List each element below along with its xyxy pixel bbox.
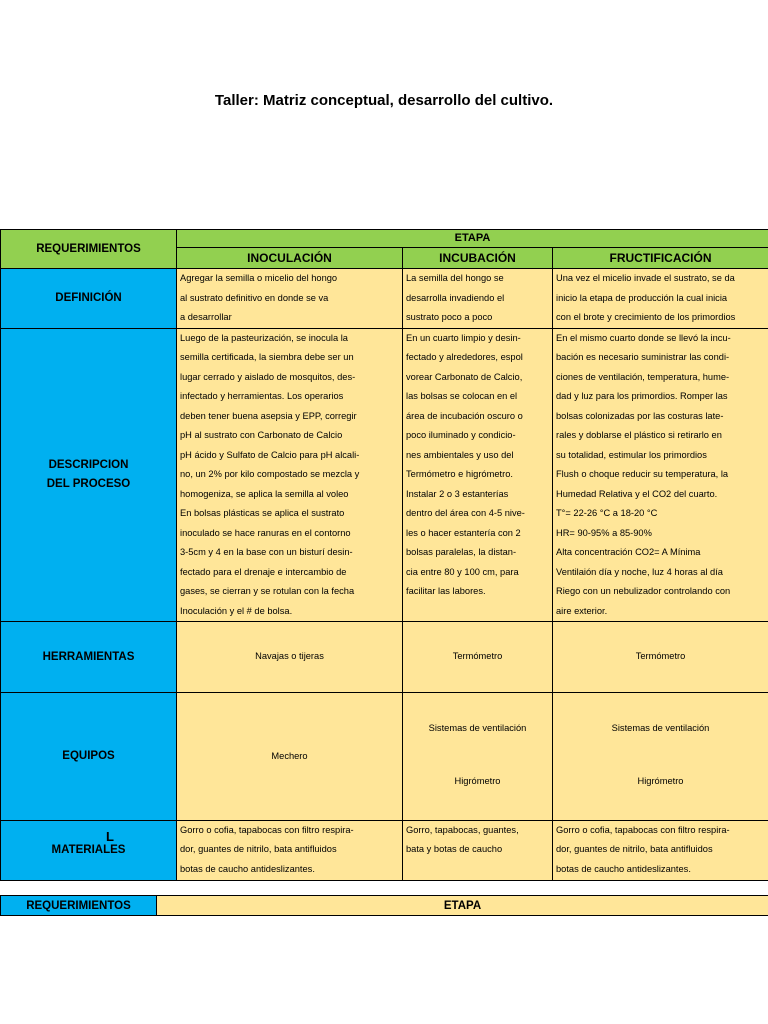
definicion-incubacion: La semilla del hongo se desarrolla invadiendo el sustrato poco a poco	[403, 269, 553, 329]
header-etapa: ETAPA	[177, 230, 768, 248]
table-row	[1, 328, 768, 622]
herramientas-incubacion: Termómetro	[403, 622, 553, 693]
descripcion-fructificacion: En el mismo cuarto donde se llevó la incu- bación es necesario suministrar las condi- ciones de ventilación, temperatura, hume- dad y luz para los primordios. Romper las bolsas colonizadas por las costuras late- rales y doblarse el plástico si retirarlo en su totalidad, estimular los primordios Flush o choque reducir su temperatura, la Humedad Relativa y el CO2 del cuarto. T°= 22-26 °C a 18-20 °C HR= 90-95% a 85-90% Alta concentración CO2= A Mínima Ventilaión día y noche, luz 4 horas al día Riego con un nebulizador controlando con aire exterior.	[553, 328, 768, 622]
stage-inoculacion: INOCULACIÓN	[177, 248, 403, 269]
equipos-incubacion-item: Higrómetro	[454, 776, 501, 786]
table-row	[1, 622, 768, 693]
table-row	[1, 820, 768, 880]
stray-letter: L	[106, 829, 114, 844]
page-title: Taller: Matriz conceptual, desarrollo del cultivo.	[214, 92, 554, 109]
stage-fructificacion: FRUCTIFICACIÓN	[553, 248, 768, 269]
herramientas-fructificacion: Termómetro	[553, 622, 768, 693]
equipos-fructificacion-item: Sistemas de ventilación	[611, 722, 710, 733]
descripcion-inoculacion: Luego de la pasteurización, se inocula la semilla certificada, la siembra debe ser un lugar cerrado y aislado de mosquitos, des- infectado y herramientas. Los operarios deben tener buena asepsia y EPP, corregir pH al sustrato con Carbonato de Calcio pH ácido y Sulfato de Calcio para pH alcali- no, un 2% por kilo compostado se mezcla y homogeniza, se aplica la semilla al voleo En bolsas plásticas se aplica el sustrato inoculado se hace ranuras en el contorno 3-5cm y 4 en la base con un bisturí desin- fectado para el drenaje e intercambio de gases, se cierran y se rotulan con la fecha Inoculación y el # de bolsa.	[177, 328, 403, 622]
second-table	[0, 895, 768, 916]
row-label-equipos: EQUIPOS	[1, 693, 177, 821]
definicion-fructificacion: Una vez el micelio invade el sustrato, se da inicio la etapa de producción la cual inicia con el brote y crecimiento de los primordios	[553, 269, 768, 329]
header-requerimientos: REQUERIMIENTOS	[1, 230, 177, 269]
row-label-descripcion: DESCRIPCION DEL PROCESO	[1, 328, 177, 622]
table-row	[1, 693, 768, 821]
matrix-table	[0, 229, 768, 881]
row-label-materiales: MATERIALES	[1, 820, 177, 880]
equipos-inoculacion: Mechero	[177, 693, 403, 821]
equipos-fructificacion-item: Higrómetro	[637, 776, 684, 786]
equipos-incubacion	[403, 693, 553, 821]
second-header-etapa: ETAPA	[157, 896, 768, 916]
herramientas-inoculacion: Navajas o tijeras	[177, 622, 403, 693]
equipos-incubacion-item: Sistemas de ventilación	[428, 722, 527, 733]
materiales-inoculacion: Gorro o cofia, tapabocas con filtro respira- dor, guantes de nitrilo, bata antifluidos botas de caucho antideslizantes.	[177, 820, 403, 880]
materiales-incubacion: Gorro, tapabocas, guantes, bata y botas de caucho	[403, 820, 553, 880]
row-label-definicion: DEFINICIÓN	[1, 269, 177, 329]
second-header-requerimientos: REQUERIMIENTOS	[1, 896, 157, 916]
stage-incubacion: INCUBACIÓN	[403, 248, 553, 269]
table-row	[1, 269, 768, 329]
descripcion-incubacion: En un cuarto limpio y desin- fectado y alrededores, espol vorear Carbonato de Calcio, las bolsas se colocan en el área de incubación oscuro o poco iluminado y condicio- nes ambientales y uso del Termómetro e higrómetro. Instalar 2 o 3 estanterías dentro del área con 4-5 nive- les o hacer estantería con 2 bolsas paralelas, la distan- cia entre 80 y 100 cm, para facilitar las labores.	[403, 328, 553, 622]
materiales-fructificacion: Gorro o cofia, tapabocas con filtro respira- dor, guantes de nitrilo, bata antifluidos botas de caucho antideslizantes.	[553, 820, 768, 880]
definicion-inoculacion: Agregar la semilla o micelio del hongo al sustrato definitivo en donde se va a desarrollar	[177, 269, 403, 329]
row-label-herramientas: HERRAMIENTAS	[1, 622, 177, 693]
equipos-fructificacion	[553, 693, 768, 821]
